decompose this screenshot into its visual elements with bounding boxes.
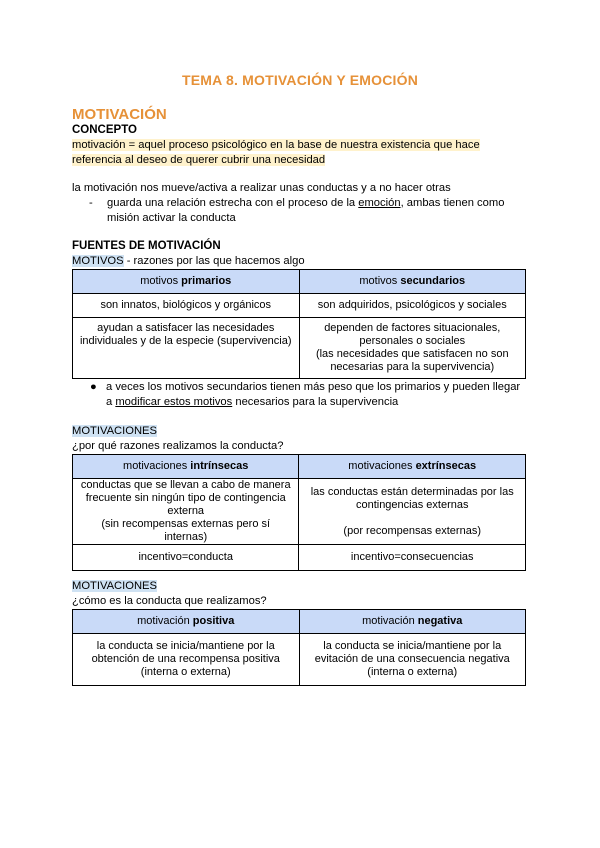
motivos-table	[72, 269, 526, 379]
table-header-row	[73, 270, 526, 294]
section-heading-motivacion: MOTIVACIÓN	[72, 106, 167, 123]
table-cell: las conductas están determinadas por las contingencias externas (por recompensas externas)	[299, 479, 526, 545]
dash-marker: -	[89, 197, 93, 209]
motivos-label: MOTIVOS	[72, 255, 124, 267]
bullet-post: necesarios para la supervivencia	[232, 396, 399, 408]
table-cell: la conducta se inicia/mantiene por la obtención de una recompensa positiva (interna o externa)	[73, 634, 300, 686]
motivaciones-question-1: ¿por qué razones realizamos la conducta?	[72, 440, 284, 452]
bullet-pre: a	[106, 396, 116, 408]
header-cell: motivos primarios	[73, 270, 300, 294]
motivaciones-label-2: MOTIVACIONES	[72, 580, 157, 592]
emocion-link[interactable]: emoción	[358, 197, 401, 209]
table-row	[73, 545, 526, 571]
bullet-line-1	[90, 380, 520, 395]
table-cell: son adquiridos, psicológicos y sociales	[299, 294, 526, 318]
header-cell: motivos secundarios	[299, 270, 526, 294]
header-cell: motivaciones extrínsecas	[299, 455, 526, 479]
motivaciones-label-1: MOTIVACIONES	[72, 425, 157, 437]
motivaciones-question-2: ¿cómo es la conducta que realizamos?	[72, 595, 267, 607]
table-row	[73, 634, 526, 686]
sub-point-pre: guarda una relación estrecha con el proceso de la	[107, 197, 359, 209]
motivaciones-table-2	[72, 609, 526, 686]
concept-definition-1: motivación = aquel proceso psicológico en la base de nuestra existencia que hace	[72, 139, 480, 151]
table-cell: incentivo=conducta	[73, 545, 299, 571]
bullet-text-1: a veces los motivos secundarios tienen más peso que los primarios y pueden llegar	[106, 381, 521, 393]
table-cell: son innatos, biológicos y orgánicos	[73, 294, 300, 318]
header-cell: motivaciones intrínsecas	[73, 455, 299, 479]
modificar-link[interactable]: modificar estos motivos	[115, 396, 233, 408]
table-header-row	[73, 455, 526, 479]
sub-point-post: , ambas tienen como	[400, 197, 505, 209]
motivos-description: - razones por las que hacemos algo	[123, 255, 305, 267]
table-cell: ayudan a satisfacer las necesidades individuales y de la especie (supervivencia)	[73, 318, 300, 379]
header-cell: motivación negativa	[299, 610, 526, 634]
table-cell: la conducta se inicia/mantiene por la evitación de una consecuencia negativa (interna o externa)	[299, 634, 526, 686]
table-cell: dependen de factores situacionales, personales o sociales (las necesidades que satisfacen no son necesarias para la supervivencia)	[299, 318, 526, 379]
table-row	[73, 294, 526, 318]
sub-point-line-2: misión activar la conducta	[107, 212, 236, 224]
motivos-line	[72, 254, 305, 269]
concept-definition-2: referencia al deseo de querer cubrir una necesidad	[72, 154, 326, 166]
page-title: TEMA 8. MOTIVACIÓN Y EMOCIÓN	[181, 72, 419, 88]
table-cell: conductas que se llevan a cabo de manera frecuente sin ningún tipo de contingencia externa (sin recompensas externas pero sí internas)	[73, 479, 299, 545]
concept-line-2	[72, 153, 325, 168]
table-cell: incentivo=consecuencias	[299, 545, 526, 571]
bullet-line-2	[106, 395, 398, 410]
bullet-icon: ●	[90, 381, 97, 393]
motivaciones-table-1	[72, 454, 526, 571]
paragraph: la motivación nos mueve/activa a realizar unas conductas y a no hacer otras	[72, 182, 451, 194]
table-header-row	[73, 610, 526, 634]
table-row	[73, 479, 526, 545]
concept-heading: CONCEPTO	[72, 124, 137, 136]
sub-point-line-1	[107, 196, 504, 211]
table-row	[73, 318, 526, 379]
concept-line-1	[72, 138, 480, 153]
header-cell: motivación positiva	[73, 610, 300, 634]
fuentes-heading: FUENTES DE MOTIVACIÓN	[72, 240, 221, 252]
